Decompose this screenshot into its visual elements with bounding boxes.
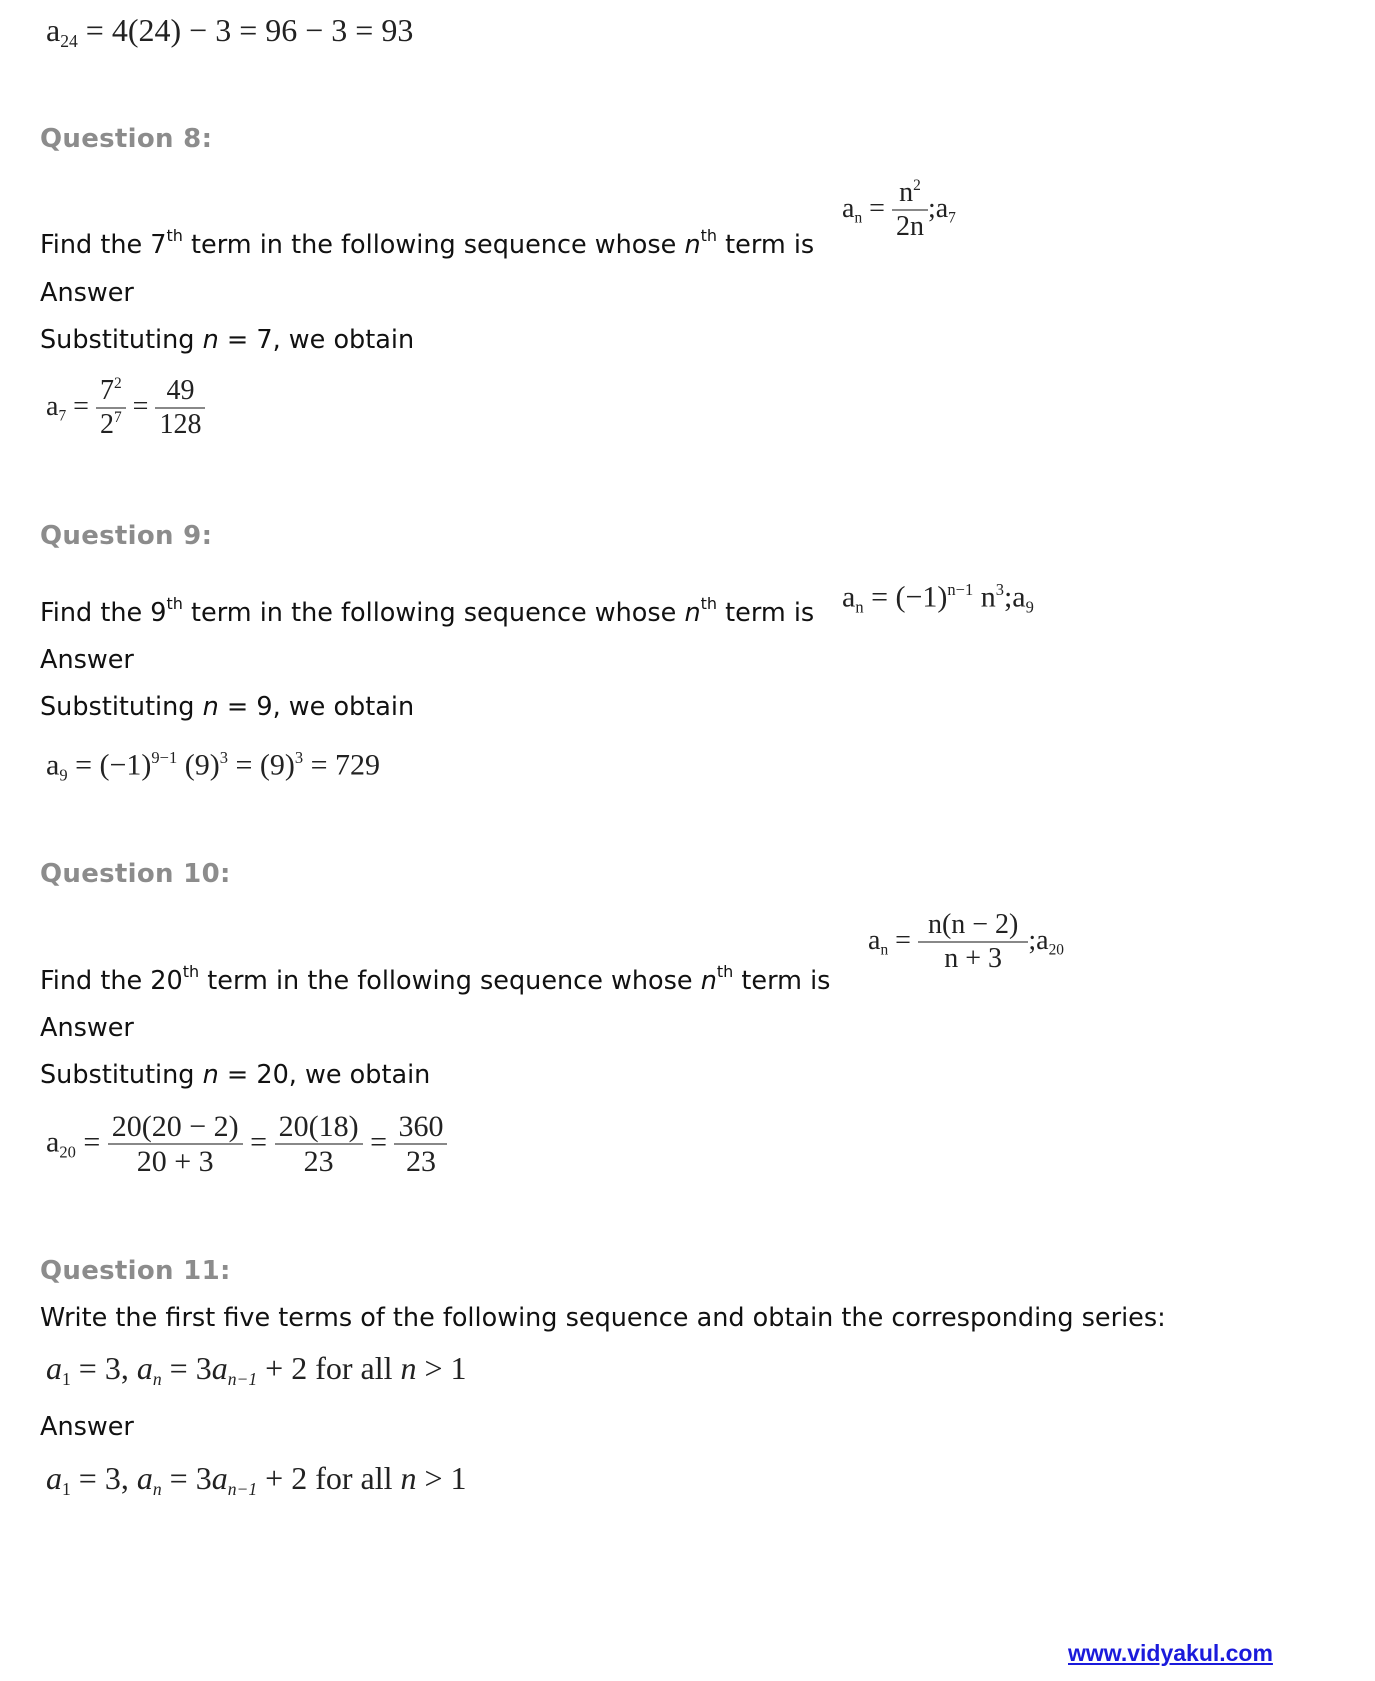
s-var: a <box>46 1125 60 1159</box>
num-text: n <box>899 177 914 208</box>
f-num <box>892 178 928 211</box>
question-10-prompt <box>40 962 831 996</box>
r-text: = 3, <box>70 1460 137 1496</box>
question-10-formula <box>868 910 1064 975</box>
r-sub: n−1 <box>227 1479 258 1500</box>
f-var: a <box>868 924 881 956</box>
f-den: 2n <box>895 210 924 242</box>
r-text: > 1 <box>416 1350 467 1386</box>
prompt-text: Find the 20 <box>40 966 183 996</box>
s-num: 20(18) <box>275 1110 363 1145</box>
s-den: 128 <box>159 408 202 440</box>
question-10-substitution <box>40 1060 430 1090</box>
ordinal: th <box>716 962 734 981</box>
f-term-sup: 3 <box>995 580 1004 599</box>
s-eq: = <box>370 1125 387 1159</box>
question-8-heading: Question 8: <box>40 124 213 154</box>
question-9-prompt <box>40 594 815 628</box>
question-11-prompt: Write the first five terms of the following sequence and obtain the corresponding series: <box>40 1303 1166 1333</box>
prompt-text: term is <box>733 966 831 996</box>
ordinal: th <box>700 594 718 613</box>
f-tail-sub: 9 <box>1025 597 1034 617</box>
f-eq: = <box>895 924 911 956</box>
question-8-substitution <box>40 325 414 355</box>
prompt-text: term in the following sequence whose <box>182 230 685 260</box>
r-text: = 3 <box>161 1460 212 1496</box>
s-var: a <box>46 748 60 782</box>
var-n: n <box>202 692 219 722</box>
var-n: n <box>202 325 219 355</box>
eq-rhs: = 4(24) − 3 = 96 − 3 = 93 <box>85 12 414 48</box>
prompt-text: term is <box>717 230 815 260</box>
s-frac-1 <box>96 376 126 441</box>
s-sub: 20 <box>59 1142 76 1162</box>
r-var: a <box>46 1350 62 1386</box>
r-var: a <box>136 1460 153 1496</box>
subst-text: Substituting <box>40 325 203 355</box>
question-8-solution <box>46 376 205 441</box>
s-frac-1 <box>108 1110 243 1180</box>
r-var: a <box>211 1350 228 1386</box>
question-8-prompt <box>40 226 815 260</box>
question-8-answer-label: Answer <box>40 278 134 308</box>
s-sup: 3 <box>219 748 228 767</box>
f-num: n(n − 2) <box>918 910 1028 943</box>
prompt-text: term is <box>717 598 815 628</box>
s-sub: 7 <box>58 407 67 425</box>
s-eq: = <box>250 1125 268 1159</box>
ordinal: th <box>700 226 718 245</box>
var-n: n <box>700 966 717 996</box>
var-n: n <box>684 230 701 260</box>
prompt-text: term in the following sequence whose <box>199 966 701 996</box>
eq-sub: 24 <box>60 31 78 52</box>
r-sub: n <box>152 1479 162 1500</box>
r-sub: 1 <box>62 1479 71 1500</box>
r-var: n <box>400 1350 417 1386</box>
t: 7 <box>99 375 114 406</box>
s-num <box>96 376 126 409</box>
num-sup: 2 <box>913 177 921 195</box>
f-frac <box>918 910 1028 975</box>
f-exp: n−1 <box>947 580 974 599</box>
question-11-answer-label: Answer <box>40 1412 134 1442</box>
s-eq: = <box>73 390 89 422</box>
t: 2 <box>99 408 114 440</box>
question-11-heading: Question 11: <box>40 1256 231 1286</box>
s-part: = (9) <box>227 748 295 782</box>
t: 2 <box>113 375 122 393</box>
f-base: = (−1) <box>871 580 948 614</box>
subst-text: Substituting <box>40 1060 203 1090</box>
var-n: n <box>684 598 701 628</box>
question-10-solution <box>46 1110 447 1180</box>
s-sub: 9 <box>59 765 68 785</box>
s-frac-2 <box>155 376 205 441</box>
var-n: n <box>202 1060 219 1090</box>
subst-text: = 7, we obtain <box>218 325 415 355</box>
s-sup: 3 <box>294 748 304 767</box>
f-tail-sub: 20 <box>1048 941 1064 959</box>
f-tail: ;a <box>1028 924 1049 956</box>
question-9-substitution <box>40 692 414 722</box>
r-var: a <box>136 1350 153 1386</box>
question-10-answer-label: Answer <box>40 1013 134 1043</box>
s-num: 49 <box>155 376 205 409</box>
f-tail-sub: 7 <box>948 209 956 227</box>
r-sub: 1 <box>62 1369 71 1390</box>
s-frac-2 <box>275 1110 363 1180</box>
s-frac-3 <box>394 1110 447 1180</box>
f-term: n <box>973 580 996 614</box>
question-10-heading: Question 10: <box>40 859 231 889</box>
r-text: > 1 <box>416 1460 467 1496</box>
r-var: a <box>46 1460 62 1496</box>
subst-text: = 9, we obtain <box>218 692 415 722</box>
question-9-solution <box>46 748 380 785</box>
r-var: a <box>211 1460 228 1496</box>
s-num: 20(20 − 2) <box>108 1110 243 1145</box>
s-sup: 9−1 <box>151 748 178 767</box>
s-part: = 729 <box>303 748 381 782</box>
prompt-text: Find the 9 <box>40 598 167 628</box>
subst-text: = 20, we obtain <box>218 1060 431 1090</box>
s-eq: = <box>83 1125 101 1159</box>
vidyakul-link[interactable]: www.vidyakul.com <box>1068 1640 1273 1666</box>
ordinal: th <box>166 594 183 613</box>
s-den: 20 + 3 <box>136 1145 214 1178</box>
s-den <box>96 409 126 441</box>
f-frac <box>892 178 928 243</box>
s-part: (9) <box>177 748 220 782</box>
f-sub: n <box>854 209 863 227</box>
eq-var: a <box>46 12 61 48</box>
ordinal: th <box>166 226 183 245</box>
r-text: = 3, <box>70 1350 137 1386</box>
s-den: 23 <box>405 1145 436 1178</box>
question-8-formula <box>842 178 956 243</box>
question-9-formula <box>842 580 1034 617</box>
subst-text: Substituting <box>40 692 203 722</box>
question-9-heading: Question 9: <box>40 521 213 551</box>
r-text: + 2 for all <box>257 1350 401 1386</box>
t: 7 <box>113 409 122 427</box>
s-num: 360 <box>394 1110 447 1145</box>
f-eq: = <box>869 192 885 224</box>
s-part: = (−1) <box>75 748 152 782</box>
s-eq: = <box>132 390 149 422</box>
prompt-text: term in the following sequence whose <box>182 598 685 628</box>
r-text: + 2 for all <box>257 1460 401 1496</box>
s-var: a <box>46 390 59 422</box>
f-var: a <box>842 580 856 614</box>
r-text: = 3 <box>161 1350 212 1386</box>
f-var: a <box>842 192 855 224</box>
question-9-answer-label: Answer <box>40 645 134 675</box>
ordinal: th <box>182 962 200 981</box>
equation-a24 <box>46 12 413 52</box>
s-den: 23 <box>303 1145 334 1178</box>
f-tail: ;a <box>927 192 949 224</box>
question-11-recurrence <box>46 1350 467 1390</box>
prompt-text: Find the 7 <box>40 230 167 260</box>
r-sub: n−1 <box>227 1369 258 1390</box>
question-11-answer-recurrence <box>46 1460 467 1500</box>
f-den: n + 3 <box>944 942 1003 974</box>
f-sub: n <box>855 597 864 617</box>
f-tail: ;a <box>1003 580 1026 614</box>
f-sub: n <box>880 941 889 959</box>
r-sub: n <box>152 1369 162 1390</box>
r-var: n <box>400 1460 417 1496</box>
